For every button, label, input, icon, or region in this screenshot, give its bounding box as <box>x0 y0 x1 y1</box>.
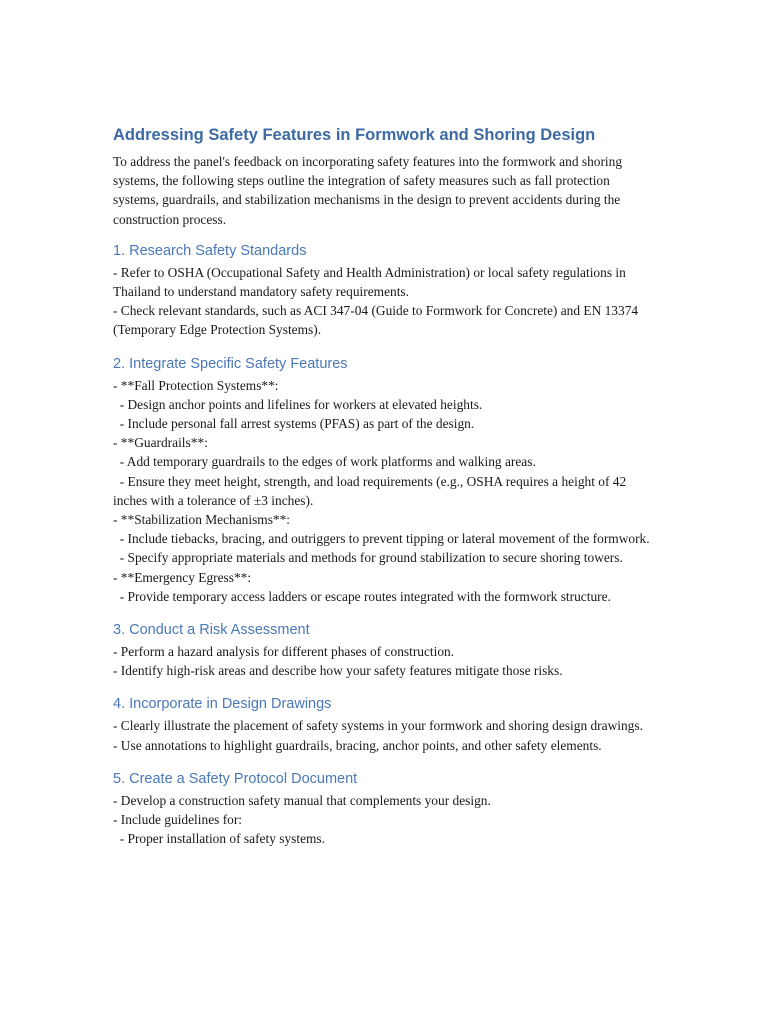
section-body <box>113 791 658 849</box>
section-heading: 5. Create a Safety Protocol Document <box>113 770 358 787</box>
list-item: - Provide temporary access ladders or escape routes integrated with the formwork structure. <box>113 588 611 604</box>
list-item: - Include guidelines for: <box>113 812 243 828</box>
document-title: Addressing Safety Features in Formwork and Shoring Design <box>113 126 596 144</box>
section-body <box>113 376 658 606</box>
list-item: - **Fall Protection Systems**: <box>113 377 279 393</box>
list-item: - **Guardrails**: <box>113 435 208 451</box>
list-item: - Include tiebacks, bracing, and outriggers to prevent tipping or lateral movement of the formwork. <box>113 531 650 547</box>
section-body <box>113 716 658 754</box>
list-item: - **Stabilization Mechanisms**: <box>113 512 291 528</box>
list-item: - Include personal fall arrest systems (PFAS) as part of the design. <box>113 416 475 432</box>
section-integrate-safety-features <box>113 354 658 606</box>
section-research-safety-standards <box>113 241 658 340</box>
section-heading: 3. Conduct a Risk Assessment <box>113 622 310 639</box>
list-item: - Refer to OSHA (Occupational Safety and Health Administration) or local safety regulations in Thailand to understand mandatory safety requirements. <box>113 264 629 300</box>
list-item: - Design anchor points and lifelines for workers at elevated heights. <box>113 396 483 412</box>
section-design-drawings <box>113 694 658 754</box>
list-item: - Ensure they meet height, strength, and load requirements (e.g., OSHA requires a height of 42 inches with a tolerance of ±3 inches). <box>113 473 630 508</box>
list-item: - Check relevant standards, such as ACI 347-04 (Guide to Formwork for Concrete) and EN 13374 (Temporary Edge Protection Systems). <box>113 303 642 338</box>
section-risk-assessment <box>113 620 658 680</box>
section-heading: 2. Integrate Specific Safety Features <box>113 355 348 372</box>
list-item: - Develop a construction safety manual that complements your design. <box>113 792 491 808</box>
list-item: - Specify appropriate materials and methods for ground stabilization to secure shoring towers. <box>113 550 623 566</box>
section-heading: 4. Incorporate in Design Drawings <box>113 696 332 713</box>
list-item: - Identify high-risk areas and describe how your safety features mitigate those risks. <box>113 663 563 679</box>
section-heading: 1. Research Safety Standards <box>113 242 307 259</box>
section-body <box>113 642 658 680</box>
list-item: - Add temporary guardrails to the edges of work platforms and walking areas. <box>113 454 536 470</box>
document-page <box>113 124 658 862</box>
section-safety-protocol <box>113 769 658 849</box>
list-item: - Clearly illustrate the placement of safety systems in your formwork and shoring design drawings. <box>113 718 643 734</box>
list-item: - Proper installation of safety systems. <box>113 831 325 847</box>
intro-paragraph: To address the panel's feedback on incorporating safety features into the formwork and shoring systems, the following steps outline the integration of safety measures such as fall protection systems, guardrails, and stabilization mechanisms in the design to prevent accidents during the construction process. <box>113 154 623 227</box>
section-body <box>113 263 658 340</box>
list-item: - **Emergency Egress**: <box>113 569 252 585</box>
list-item: - Use annotations to highlight guardrails, bracing, anchor points, and other safety elements. <box>113 737 602 753</box>
list-item: - Perform a hazard analysis for different phases of construction. <box>113 644 455 660</box>
